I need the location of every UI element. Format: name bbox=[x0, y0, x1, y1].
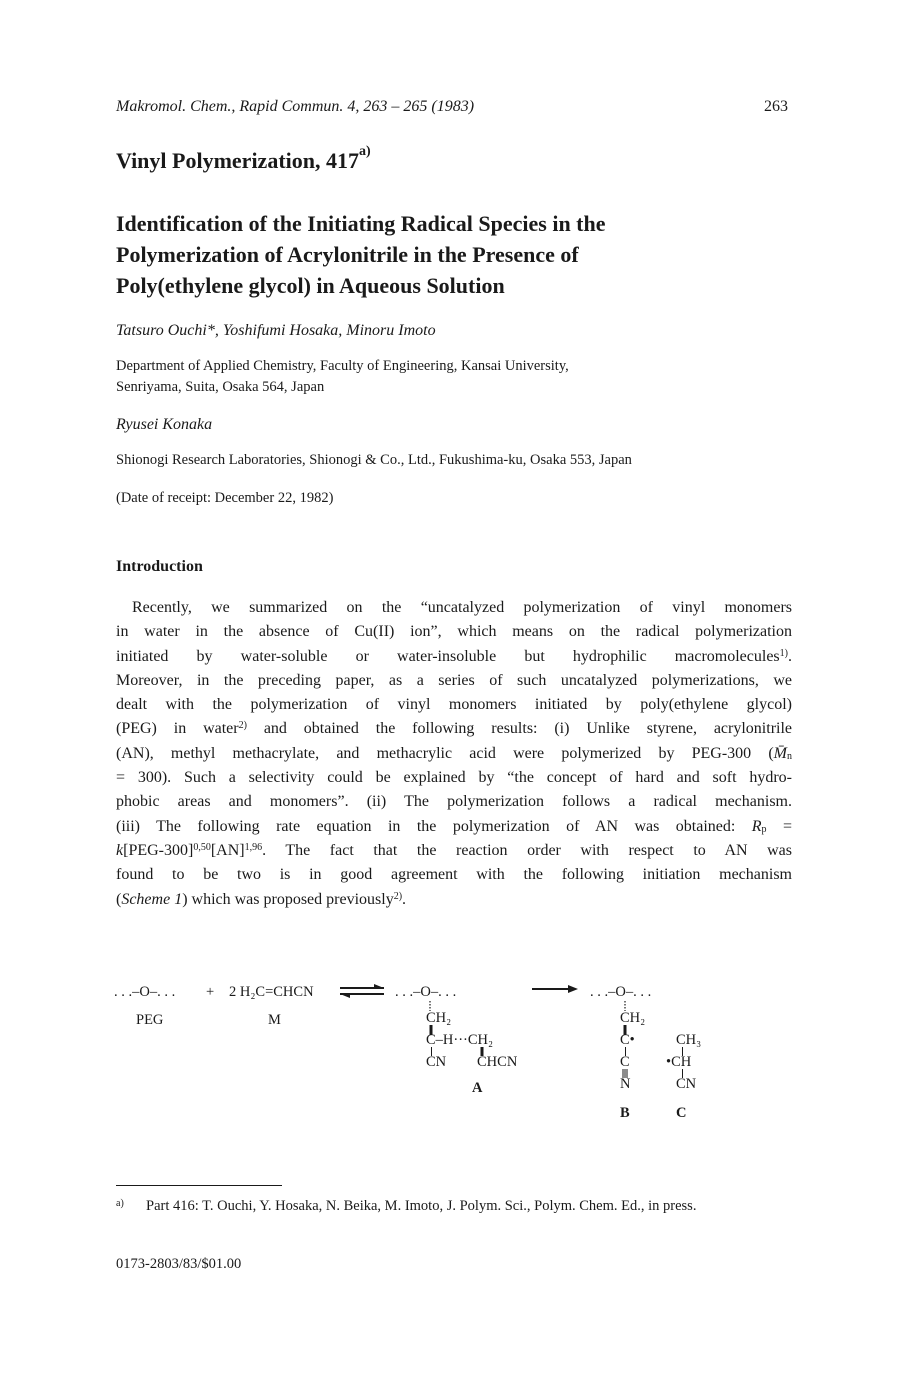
radical-b-label: B bbox=[620, 1105, 630, 1121]
peg-label: PEG bbox=[136, 1012, 164, 1028]
line-text: [AN] bbox=[210, 841, 245, 859]
paragraph-line: Recently, we summarized on the “uncatalyzed polymerization of vinyl monomers bbox=[132, 599, 792, 616]
line-text: (PEG) in water bbox=[116, 720, 239, 738]
affiliation-line: Senriyama, Suita, Osaka 564, Japan bbox=[116, 379, 325, 395]
scheme-reference: Scheme 1 bbox=[121, 890, 183, 908]
paragraph-line: dealt with the polymerization of vinyl monomers initiated by poly(ethylene glycol) bbox=[116, 696, 792, 714]
equals-sign: = bbox=[766, 817, 792, 835]
line-text: [PEG-300] bbox=[123, 841, 194, 859]
footnote-text: Part 416: T. Ouchi, Y. Hosaka, N. Beika, M. Imoto, J. Polym. Sci., Polym. Chem. Ed., in press. bbox=[146, 1198, 697, 1214]
radical-b-n: N bbox=[620, 1076, 631, 1092]
subscript: p bbox=[761, 823, 767, 835]
monomer-structure: 2 H₂C=CHCN bbox=[229, 984, 314, 1000]
page-number: 263 bbox=[764, 98, 788, 115]
line-text: (iii) The following rate equation in the polymerization of AN was obtained: bbox=[116, 817, 752, 835]
plus-sign: + bbox=[206, 984, 215, 1000]
paragraph-line bbox=[116, 742, 792, 766]
footnote bbox=[116, 1196, 792, 1216]
affiliation bbox=[116, 356, 569, 398]
radical-b-top: . . .–O–. . . bbox=[590, 984, 652, 1000]
radical-c-label: C bbox=[676, 1105, 687, 1121]
section-heading: Introduction bbox=[116, 558, 203, 575]
complex-a-top: . . .–O–. . . bbox=[395, 984, 457, 1000]
series-title-text: Vinyl Polymerization, 417 bbox=[116, 148, 359, 173]
line-text: . The fact that the reaction order with respect to AN was bbox=[262, 841, 792, 859]
complex-a-chcn: CHCN bbox=[477, 1054, 518, 1070]
line-text: initiated by water-soluble or water-insoluble but hydrophilic macromolecules bbox=[116, 647, 780, 665]
paragraph-line bbox=[116, 717, 792, 741]
reference-mark: 1) bbox=[779, 647, 788, 659]
exponent: 1,96 bbox=[244, 841, 263, 853]
paragraph-line: found to be two is in good agreement with the following initiation mechanism bbox=[116, 866, 792, 884]
article-title bbox=[116, 208, 816, 301]
footnote-mark: a) bbox=[116, 1198, 124, 1209]
reference-mark: 2) bbox=[238, 720, 247, 732]
radical-b-c2: C bbox=[620, 1054, 630, 1070]
radical-b-c: C• bbox=[620, 1032, 635, 1048]
authors: Tatsuro Ouchi*, Yoshifumi Hosaka, Minoru Imoto bbox=[116, 322, 436, 339]
complex-a-cn: CN bbox=[426, 1054, 447, 1070]
molar-mass-symbol: M̄ bbox=[773, 744, 787, 762]
title-line: Identification of the Initiating Radical Species in the bbox=[116, 211, 606, 236]
affiliation-line: Department of Applied Chemistry, Faculty of Engineering, Kansai University, bbox=[116, 358, 569, 374]
series-footnote-mark: a) bbox=[359, 144, 371, 159]
line-text: (AN), methyl methacrylate, and methacrylic acid were polymerized by PEG-300 ( bbox=[116, 744, 774, 762]
reference-mark: 2) bbox=[393, 890, 403, 902]
subscript: n bbox=[787, 750, 792, 762]
second-affiliation: Shionogi Research Laboratories, Shionogi & Co., Ltd., Fukushima-ku, Osaka 553, Japan bbox=[116, 452, 632, 468]
series-title bbox=[116, 144, 371, 174]
exponent: 0,50 bbox=[193, 841, 211, 853]
complex-a-label: A bbox=[472, 1080, 483, 1096]
introduction-paragraph bbox=[116, 596, 792, 912]
paragraph-line bbox=[116, 839, 792, 863]
journal-citation: Makromol. Chem., Rapid Commun. 4, 263 – 265 (1983) bbox=[116, 98, 475, 115]
radical-c-ch: •CH bbox=[666, 1054, 692, 1070]
radical-c-ch3: CH₃ bbox=[676, 1032, 702, 1048]
complex-a-ch2: CH₂ bbox=[426, 1010, 452, 1026]
reaction-scheme bbox=[0, 970, 901, 1140]
paragraph-line: phobic areas and monomers”. (ii) The polymerization follows a radical mechanism. bbox=[116, 793, 792, 811]
line-end: . bbox=[402, 890, 407, 908]
line-text: ) which was proposed previously bbox=[182, 890, 394, 908]
rate-symbol: R bbox=[751, 817, 762, 835]
peg-structure: . . .–O–. . . bbox=[114, 984, 176, 1000]
reaction-arrow-icon bbox=[530, 984, 580, 994]
publication-code: 0173-2803/83/$01.00 bbox=[116, 1256, 242, 1272]
second-author: Ryusei Konaka bbox=[116, 416, 213, 433]
footnote-divider bbox=[116, 1185, 282, 1186]
line-end: . bbox=[788, 647, 792, 665]
paragraph-line bbox=[116, 645, 792, 669]
title-line: Polymerization of Acrylonitrile in the Presence of bbox=[116, 242, 579, 267]
paragraph-line: = 300). Such a selectivity could be explained by “the concept of hard and soft hydro- bbox=[116, 769, 792, 787]
radical-b-ch2: CH₂ bbox=[620, 1010, 646, 1026]
title-line: Poly(ethylene glycol) in Aqueous Solution bbox=[116, 273, 505, 298]
paragraph-line bbox=[116, 815, 792, 839]
line-text: and obtained the following results: (i) Unlike styrene, acrylonitrile bbox=[246, 720, 793, 738]
paragraph-line: (Scheme 1) which was proposed previously$^{2)}$. bbox=[116, 890, 407, 908]
rate-constant: k bbox=[116, 841, 124, 859]
monomer-label: M bbox=[268, 1012, 281, 1028]
receipt-date: (Date of receipt: December 22, 1982) bbox=[116, 490, 334, 506]
radical-c-cn: CN bbox=[676, 1076, 697, 1092]
paragraph-line: in water in the absence of Cu(II) ion”, which means on the radical polymerization bbox=[116, 623, 792, 641]
complex-a-c: C–H···CH₂ bbox=[426, 1032, 494, 1048]
equilibrium-arrow-icon bbox=[338, 982, 386, 1000]
paragraph-line: Moreover, in the preceding paper, as a series of such uncatalyzed polymerizations, we bbox=[116, 671, 792, 689]
